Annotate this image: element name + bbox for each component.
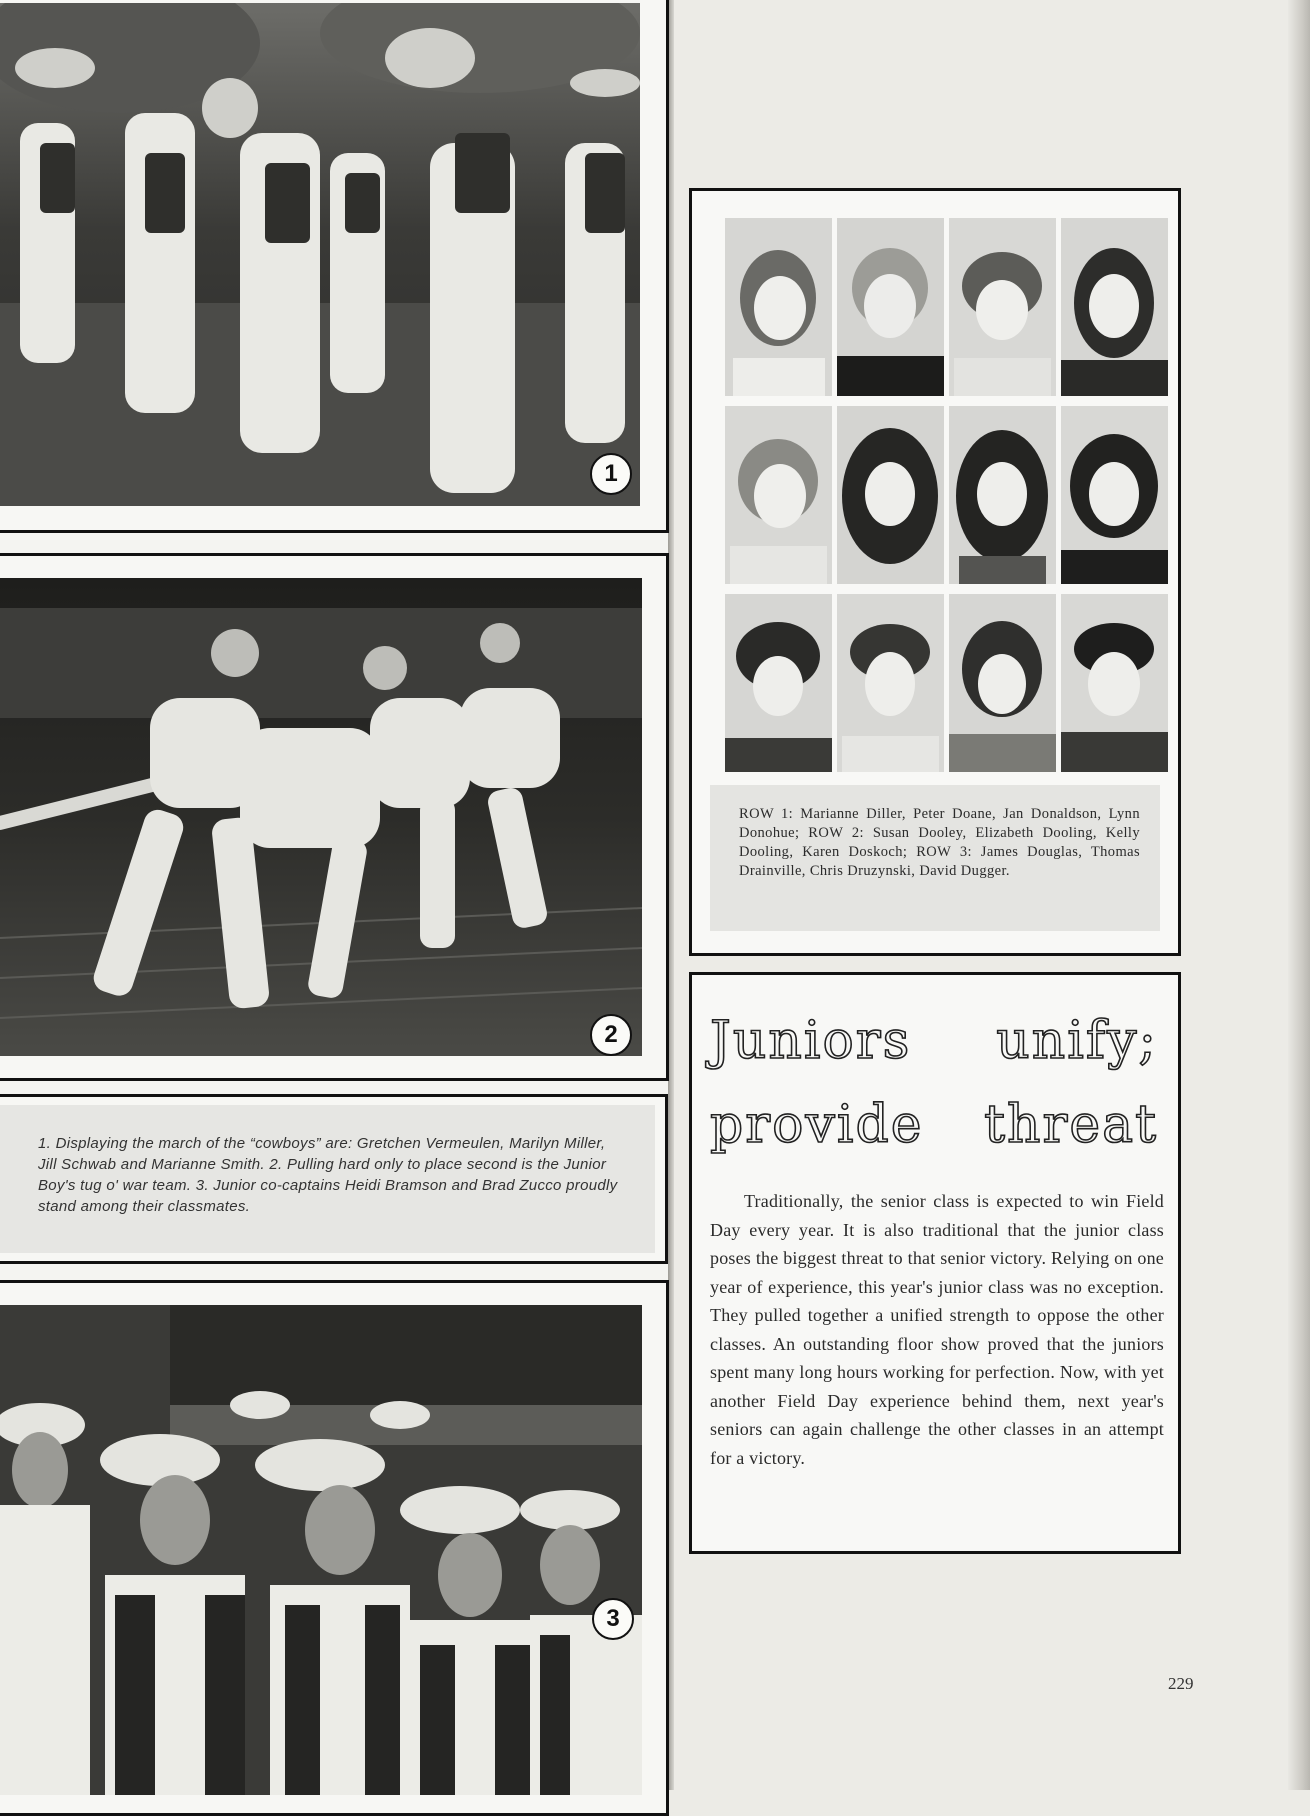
portrait-row2-1 (725, 406, 832, 584)
headline-word: threat (984, 1095, 1158, 1155)
headline-line-2 (710, 1095, 1158, 1155)
portraits-caption: ROW 1: Marianne Diller, Peter Doane, Jan Donaldson, Lynn Donohue; ROW 2: Susan Dooley, Elizabeth Dooling, Kelly Dooling, Karen Doskoch; ROW 3: James Douglas, Thomas Drainville, Chris Druzynski, David Dugger. (710, 785, 1160, 931)
portrait-row1-2 (837, 218, 944, 396)
headline-word: Juniors (710, 1011, 912, 1071)
portrait-row3-4 (1061, 594, 1168, 772)
photo-co-captains (0, 1305, 642, 1795)
portrait-grid (725, 218, 1141, 772)
portrait-row2-3 (949, 406, 1056, 584)
page-edge (1288, 0, 1310, 1790)
portrait-row3-3 (949, 594, 1056, 772)
photo-tug-of-war (0, 578, 642, 1056)
portrait-row1-4 (1061, 218, 1168, 396)
headline-line-1 (710, 1011, 1158, 1071)
portrait-panel (689, 188, 1181, 956)
portrait-row3-1 (725, 594, 832, 772)
headline-word: unify; (996, 1011, 1158, 1071)
photo-number-3: 3 (592, 1598, 634, 1640)
photo-caption-box (0, 1094, 668, 1264)
article-body: Traditionally, the senior class is expected to win Field Day every year. It is also traditional that the junior class poses the biggest threat to that senior victory. Relying on one year of experience, this year's junior class was no exception. They pulled together a unified strength to oppose the other classes. An outstanding floor show proved that the juniors spent many long hours working for perfection. Now, with yet another Field Day experience behind them, next year's seniors can again challenge the other classes in an attempt for a victory. (710, 1191, 1164, 1468)
photo-number-1: 1 (590, 453, 632, 495)
photo-frame-1 (0, 0, 669, 533)
portrait-row2-2 (837, 406, 944, 584)
portrait-row3-2 (837, 594, 944, 772)
article-panel (689, 972, 1181, 1554)
photo-cowboys-march (0, 3, 640, 506)
portrait-row1-1 (725, 218, 832, 396)
photo-number-2: 2 (590, 1014, 632, 1056)
photo-frame-3 (0, 1280, 669, 1816)
photo-frame-2 (0, 553, 669, 1081)
photo-caption: 1. Displaying the march of the “cowboys” are: Gretchen Vermeulen, Marilyn Miller, Jill Schwab and Marianne Smith. 2. Pulling hard only to place second is the Junior Boy's tug o' war team. 3. Junior co-captains Heidi Bramson and Brad Zucco proudly stand among their classmates. (0, 1105, 655, 1253)
page-number: 229 (1168, 1674, 1194, 1693)
portrait-row2-4 (1061, 406, 1168, 584)
headline-word: provide (710, 1095, 924, 1155)
portrait-row1-3 (949, 218, 1056, 396)
